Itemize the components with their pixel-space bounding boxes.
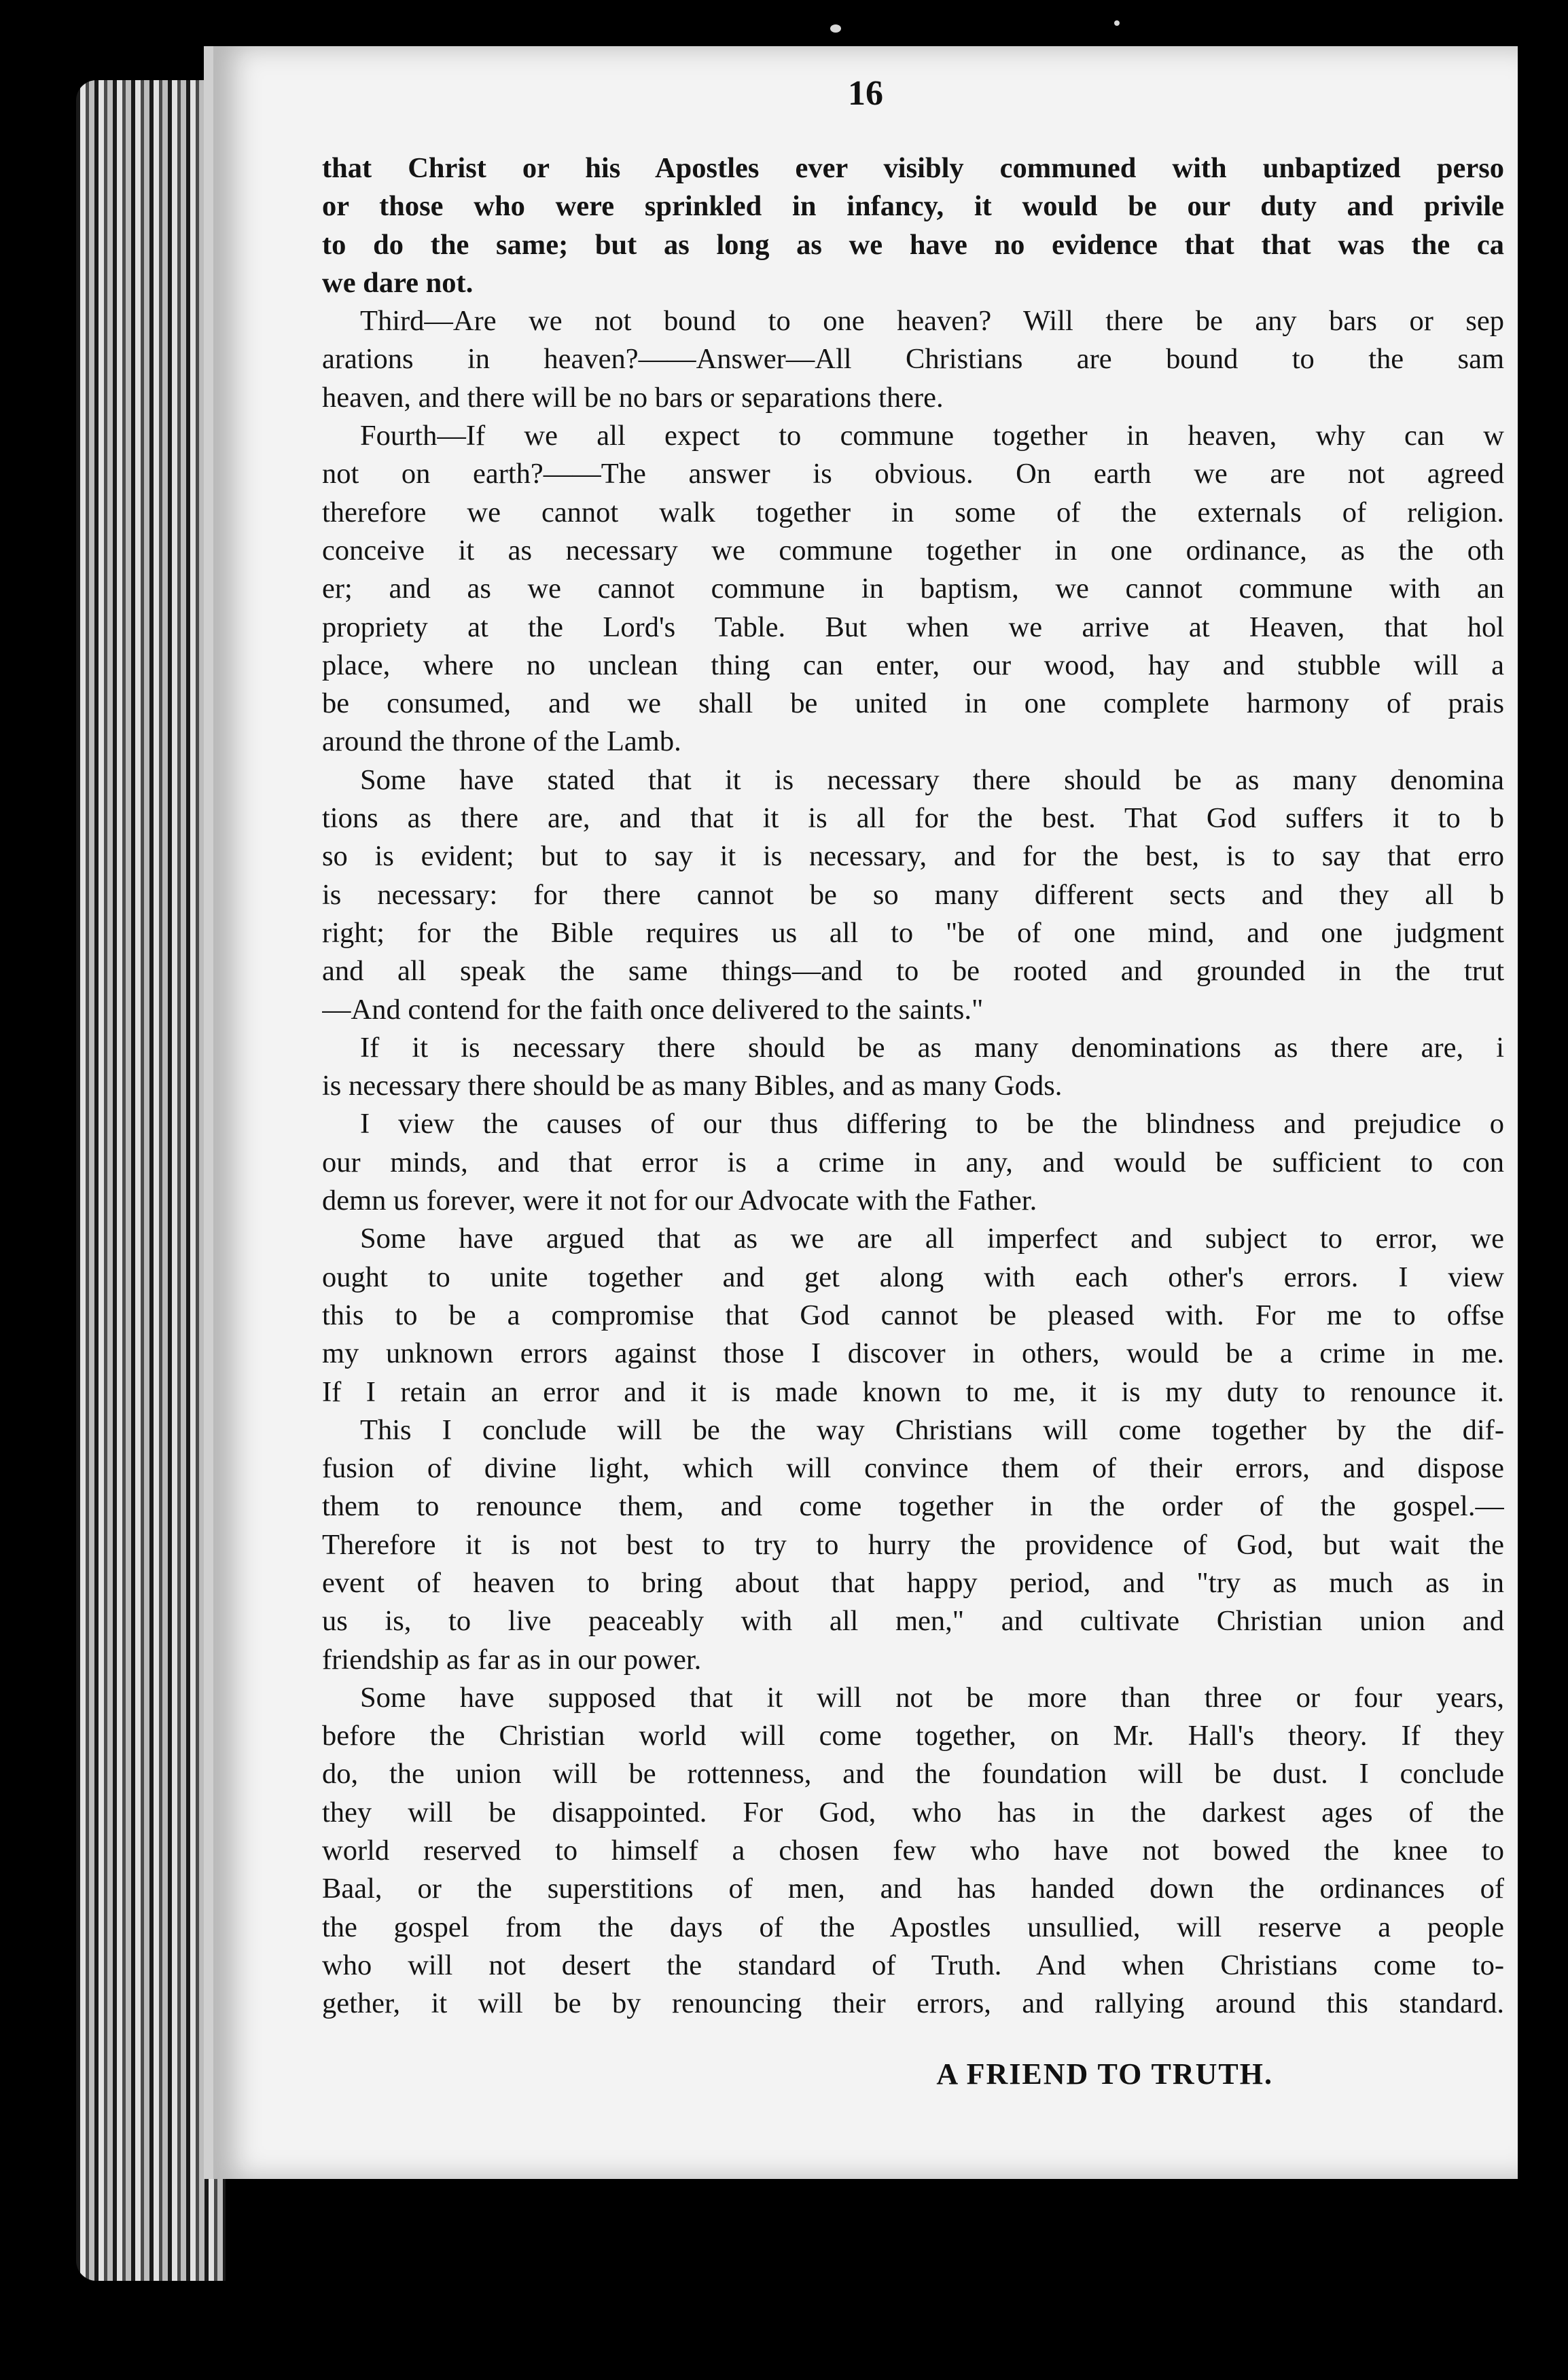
text-line: is necessary there should be as many Bibles, and as many Gods. — [322, 1070, 1063, 1102]
film-speck — [830, 24, 841, 33]
text-line: If it is necessary there should be as many denominations as there are, i — [360, 1031, 1504, 1064]
text-line: so is evident; but to say it is necessary, and for the best, is to say that erro — [322, 840, 1504, 873]
text-line: This I conclude will be the way Christians will come together by the dif- — [360, 1413, 1504, 1446]
text-line: event of heaven to bring about that happy period, and "try as much as in — [322, 1566, 1504, 1599]
text-line: them to renounce them, and come together in the order of the gospel.— — [322, 1490, 1504, 1523]
text-line: Baal, or the superstitions of men, and has handed down the ordinances of — [322, 1873, 1504, 1905]
text-line: around the throne of the Lamb. — [322, 725, 681, 758]
text-line: Some have argued that as we are all imperfect and subject to error, we — [360, 1223, 1504, 1255]
book-page-edges — [76, 80, 226, 2281]
signature: A FRIEND TO TRUTH. — [936, 2057, 1273, 2091]
text-line: conceive it as necessary we commune together in one ordinance, as the oth — [322, 534, 1504, 566]
text-line: —And contend for the faith once delivered to the saints." — [322, 993, 984, 1026]
text-line: who will not desert the standard of Truth. And when Christians come to- — [322, 1949, 1504, 1981]
text-line: they will be disappointed. For God, who has in the darkest ages of the — [322, 1796, 1504, 1828]
text-line: Some have stated that it is necessary there should be as many denomina — [360, 763, 1504, 796]
text-line: be consumed, and we shall be united in one complete harmony of prais — [322, 687, 1504, 720]
page-number: 16 — [848, 74, 883, 113]
text-line: If I retain an error and it is made known to me, it is my duty to renounce it. — [322, 1375, 1504, 1408]
text-line: arations in heaven?——Answer—All Christians are bound to the sam — [322, 343, 1504, 376]
text-line: or those who were sprinkled in infancy, it would be our duty and privile — [322, 190, 1504, 223]
text-line: place, where no unclean thing can enter, our wood, hay and stubble will a — [322, 649, 1504, 681]
text-line: this to be a compromise that God cannot be pleased with. For me to offse — [322, 1299, 1504, 1331]
text-line: demn us forever, were it not for our Advocate with the Father. — [322, 1185, 1037, 1217]
text-line: therefore we cannot walk together in some of the externals of religion. — [322, 496, 1504, 528]
text-line: ought to unite together and get along with each other's errors. I view — [322, 1261, 1504, 1293]
text-line: us is, to live peaceably with all men," and cultivate Christian union and — [322, 1605, 1504, 1638]
text-line: Fourth—If we all expect to commune together in heaven, why can w — [360, 420, 1504, 452]
text-line: that Christ or his Apostles ever visibly communed with unbaptized perso — [322, 152, 1504, 184]
text-line: not on earth?——The answer is obvious. On earth we are not agreed — [322, 458, 1504, 490]
text-line: right; for the Bible requires us all to "be of one mind, and one judgment — [322, 916, 1504, 949]
text-line: er; and as we cannot commune in baptism, we cannot commune with an — [322, 573, 1504, 605]
text-line: world reserved to himself a chosen few who have not bowed the knee to — [322, 1835, 1504, 1867]
text-line: and all speak the same things—and to be rooted and grounded in the trut — [322, 955, 1504, 988]
text-line: Some have supposed that it will not be more than three or four years, — [360, 1681, 1504, 1714]
text-line: do, the union will be rottenness, and the foundation will be dust. I conclude — [322, 1758, 1504, 1790]
text-line: is necessary: for there cannot be so many different sects and they all b — [322, 878, 1504, 911]
text-line: tions as there are, and that it is all for the best. That God suffers it to b — [322, 802, 1504, 835]
text-line: fusion of divine light, which will convince them of their errors, and dispose — [322, 1452, 1504, 1485]
text-line: Therefore it is not best to try to hurry the providence of God, but wait the — [322, 1528, 1504, 1561]
text-line: heaven, and there will be no bars or separations there. — [322, 381, 944, 414]
text-line: friendship as far as in our power. — [322, 1643, 702, 1676]
text-line: to do the same; but as long as we have no evidence that that was the ca — [322, 228, 1504, 261]
text-line: before the Christian world will come together, on Mr. Hall's theory. If they — [322, 1720, 1504, 1752]
text-line: the gospel from the days of the Apostles unsullied, will reserve a people — [322, 1911, 1504, 1943]
book-page — [204, 46, 1518, 2179]
text-line: my unknown errors against those I discover in others, would be a crime in me. — [322, 1337, 1504, 1370]
text-line: we dare not. — [322, 266, 474, 299]
text-line: Third—Are we not bound to one heaven? Will there be any bars or sep — [360, 305, 1504, 338]
film-speck — [1114, 20, 1120, 26]
text-line: I view the causes of our thus differing to be the blindness and prejudice o — [360, 1108, 1504, 1140]
text-line: gether, it will be by renouncing their errors, and rallying around this standard. — [322, 1987, 1504, 2020]
text-line: propriety at the Lord's Table. But when we arrive at Heaven, that hol — [322, 611, 1504, 643]
body-text — [322, 149, 1504, 2023]
text-line: our minds, and that error is a crime in any, and would be sufficient to con — [322, 1146, 1504, 1178]
